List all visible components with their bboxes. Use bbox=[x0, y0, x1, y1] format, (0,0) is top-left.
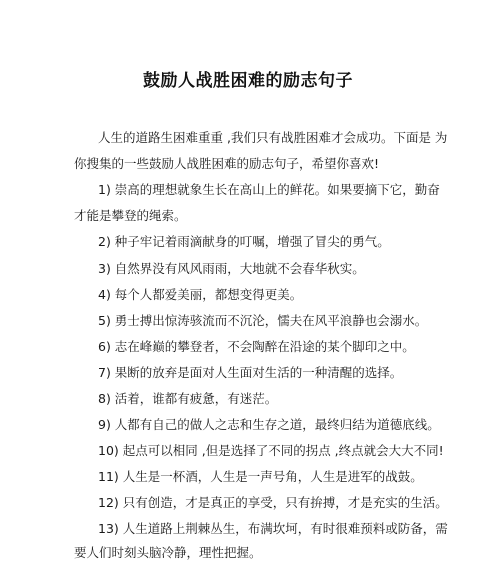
article-title: 鼓励人战胜困难的励志句子 bbox=[143, 71, 353, 91]
list-item-13: 13) 人生道路上荆棘丛生，布满坎坷，有时很难预料或防备，需 bbox=[98, 521, 448, 536]
list-item-1-continuation: 才能是攀登的绳索。 bbox=[74, 208, 187, 223]
list-item-10: 10) 起点可以相同 ,但是选择了不同的拐点 ,终点就会大大不同! bbox=[98, 443, 444, 458]
list-item-3: 3) 自然界没有风风雨雨，大地就不会春华秋实。 bbox=[98, 261, 365, 276]
list-item-8: 8) 活着，谁都有疲惫，有迷茫。 bbox=[98, 391, 278, 406]
list-item-11: 11) 人生是一杯酒，人生是一声号角，人生是进军的战鼓。 bbox=[98, 469, 423, 484]
list-item-4: 4) 每个人都爱美丽，都想变得更美。 bbox=[98, 287, 303, 302]
list-item-9: 9) 人都有自己的做人之志和生存之道，最终归结为道德底线。 bbox=[98, 417, 440, 432]
intro-line-2: 你搜集的一些鼓励人战胜困难的励志句子，希望你喜欢! bbox=[74, 156, 380, 171]
list-item-13-continuation: 要人们时刻头脑冷静，理性把握。 bbox=[74, 545, 262, 560]
list-item-12: 12) 只有创造，才是真正的享受，只有拚搏，才是充实的生活。 bbox=[98, 495, 448, 510]
list-item-2: 2) 种子牢记着雨滴献身的叮嘱，增强了冒尖的勇气。 bbox=[98, 234, 390, 249]
list-item-5: 5) 勇士搏出惊涛骇流而不沉沦，懦夫在风平浪静也会溺水。 bbox=[98, 313, 428, 328]
list-item-1: 1) 崇高的理想就象生长在高山上的鲜花。如果要摘下它，勤奋 bbox=[98, 182, 440, 197]
list-item-7: 7) 果断的放弃是面对人生面对生活的一种清醒的选择。 bbox=[98, 365, 403, 380]
intro-line-1: 人生的道路生困难重重 ,我们只有战胜困难才会成功。下面是 为 bbox=[98, 130, 448, 145]
list-item-6: 6) 志在峰巅的攀登者，不会陶醉在沿途的某个脚印之中。 bbox=[98, 339, 415, 354]
